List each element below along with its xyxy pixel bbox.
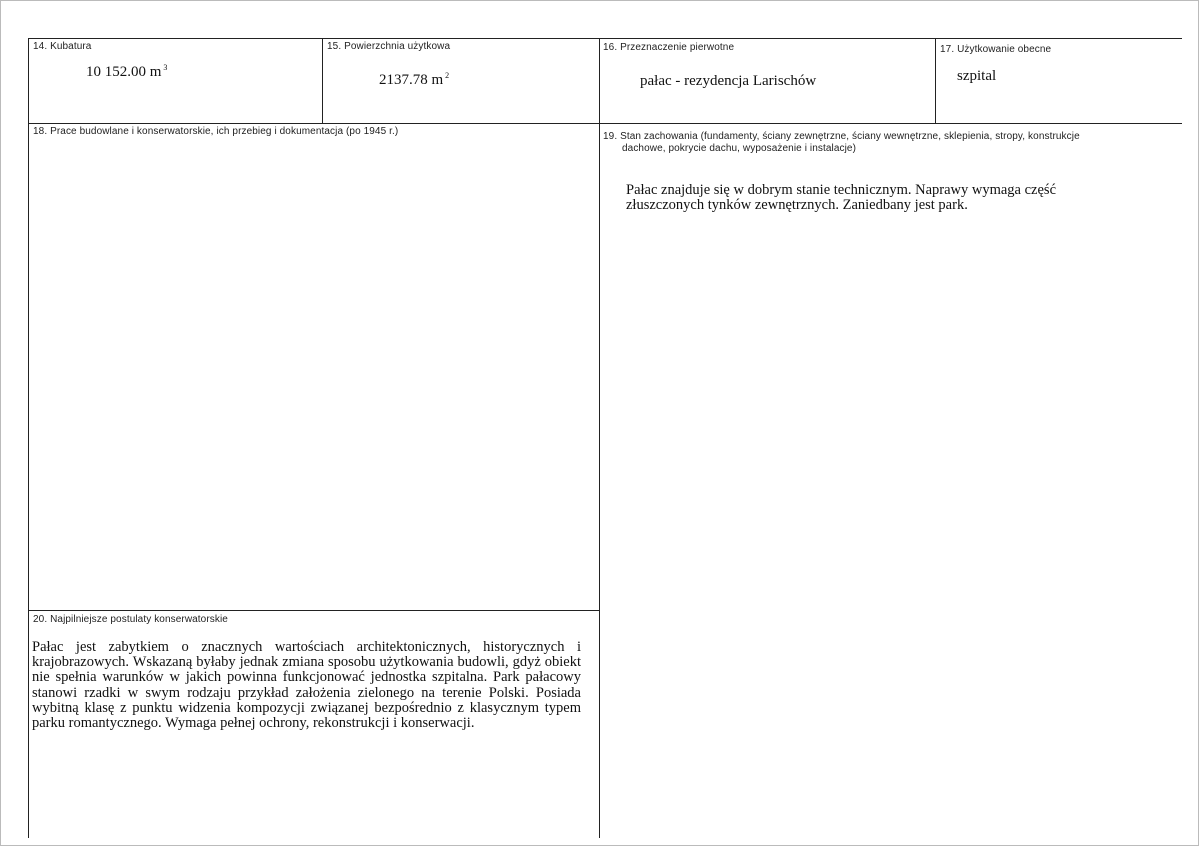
powierzchnia-value [379, 72, 449, 89]
przeznaczenie-value: pałac - rezydencja Larischów [640, 73, 817, 89]
top-rule [28, 38, 1182, 39]
kubatura-number: 10 152.00 m [86, 64, 162, 80]
section18-label: 18. Prace budowlane i konserwatorskie, ich przebieg i dokumentacja (po 1945 r.) [33, 126, 399, 137]
section20-label: 20. Najpilniejsze postulaty konserwatorskie [33, 614, 228, 625]
left-border [28, 38, 29, 838]
row1-bottom-rule [28, 123, 1182, 124]
divider-main [599, 38, 600, 838]
powierzchnia-number: 2137.78 m [379, 72, 444, 88]
section19-label-line2: dachowe, pokrycie dachu, wyposażenie i instalacje) [622, 143, 857, 154]
uzytkowanie-label: 17. Użytkowanie obecne [940, 44, 1052, 55]
kubatura-unit-exponent: 3 [163, 63, 168, 72]
section20-text: Pałac jest zabytkiem o znacznych wartościach architektonicznych, historycznych i krajobrazowych. Wskazaną byłaby jednak zmiana sposobu użytkowania budowli, gdyż obiekt nie spełnia warunków w jakich powinna funkcjonować jednostka szpitalna. Park pałacowy stanowi rzadki w swym rodzaju przykład założenia zielonego na terenie Polski. Posiada wybitną klasę z punktu widzenia kompozycji związanej bezpośrednio z klasycznym typem parku romantycznego. Wymaga pełnej ochrony, rekonstrukcji i konserwacji. [32, 639, 581, 732]
section20-top-rule [28, 610, 599, 611]
powierzchnia-unit-exponent: 2 [445, 71, 450, 80]
section19-text: Pałac znajduje się w dobrym stanie technicznym. Naprawy wymaga część złuszczonych tynków zewnętrznych. Zaniedbany jest park. [626, 182, 1057, 214]
przeznaczenie-label: 16. Przeznaczenie pierwotne [603, 42, 735, 53]
divider-14-15 [322, 38, 323, 123]
divider-16-17 [935, 38, 936, 123]
uzytkowanie-value: szpital [957, 68, 997, 84]
section19-label-line1: 19. Stan zachowania (fundamenty, ściany zewnętrzne, ściany wewnętrzne, sklepienia, stropy, konstrukcje [603, 131, 1080, 142]
powierzchnia-label: 15. Powierzchnia użytkowa [327, 41, 451, 52]
kubatura-value [86, 64, 167, 81]
kubatura-label: 14. Kubatura [33, 41, 92, 52]
